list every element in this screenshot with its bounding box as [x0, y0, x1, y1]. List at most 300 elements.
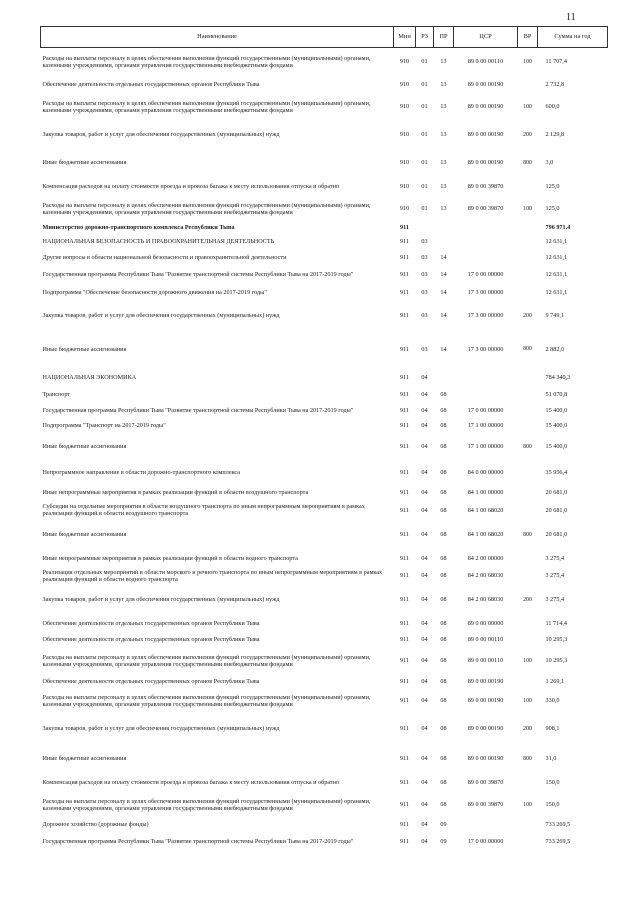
cell-pr: 08 — [440, 391, 447, 399]
table-row — [41, 568, 608, 586]
cell-min: 911 — [399, 619, 410, 627]
cell-min: 911 — [400, 223, 409, 231]
cell-pr: 09 — [440, 838, 447, 846]
cell-name: Закупка товаров, работ и услуг для обеспечения государственных (муниципальных) нужд — [42, 725, 280, 733]
cell-pr: 08 — [440, 422, 447, 430]
cell-rz: 01 — [421, 80, 428, 88]
table-row — [41, 633, 608, 648]
table-row — [41, 485, 608, 502]
cell-vr: 200 — [523, 131, 532, 138]
cell-min: 911 — [399, 345, 410, 353]
table-row — [41, 502, 608, 521]
cell-min: 910 — [399, 80, 410, 88]
table-row — [41, 521, 608, 551]
cell-min: 911 — [399, 838, 410, 846]
cell-name: НАЦИОНАЛЬНАЯ ЭКОНОМИКА — [42, 374, 137, 382]
table-header-row — [41, 27, 608, 48]
cell-sum: 2 732,8 — [545, 80, 565, 88]
table-row — [41, 78, 608, 93]
cell-pr: 13 — [440, 183, 447, 191]
cell-min: 911 — [399, 697, 410, 705]
cell-sum: 125,0 — [545, 183, 560, 191]
cell-pr — [434, 369, 454, 389]
cell-name: Транспорт — [42, 391, 71, 399]
cell-pr: 13 — [440, 103, 447, 111]
cell-sum: 10 295,3 — [545, 635, 568, 643]
table-row — [41, 332, 608, 369]
table-row — [41, 389, 608, 403]
cell-min: 910 — [399, 183, 410, 191]
cell-csr — [454, 819, 518, 833]
cell-csr: 17 1 00 00000 — [467, 422, 504, 430]
cell-csr: 17 0 00 00000 — [467, 270, 504, 278]
cell-csr: 89 0 00 39870 — [467, 779, 504, 787]
cell-sum: 1 269,1 — [545, 677, 565, 685]
cell-vr — [518, 251, 538, 266]
cell-pr: 08 — [440, 554, 447, 562]
cell-vr: 800 — [523, 346, 532, 353]
cell-sum: 2 882,0 — [545, 345, 565, 353]
cell-csr — [454, 251, 518, 266]
header-name: Наименование — [41, 27, 394, 48]
cell-min: 911 — [399, 572, 410, 580]
cell-sum: 20 681,0 — [545, 531, 568, 539]
cell-rz: 04 — [421, 677, 428, 685]
cell-vr: 800 — [523, 755, 532, 762]
cell-name: Расходы на выплаты персоналу в целях обеспечения выполнения функций государственными (муниципальными) органами, казенными учреждениями, органами управления государственными внебюджетными фондами — [42, 693, 371, 708]
cell-csr: 89 0 00 00190 — [467, 103, 504, 111]
cell-rz: 04 — [421, 596, 428, 604]
cell-rz: 01 — [421, 205, 428, 213]
cell-vr: 200 — [523, 312, 532, 319]
cell-csr — [454, 223, 518, 234]
cell-min: 911 — [399, 422, 410, 430]
cell-rz: 04 — [421, 469, 428, 477]
cell-min: 911 — [399, 488, 410, 496]
cell-vr — [518, 421, 538, 433]
cell-rz: 04 — [421, 697, 428, 705]
cell-vr — [518, 78, 538, 93]
cell-name: Субсидии на отдельные мероприятия в области воздушного транспорта по иным непрограммным мероприятиям в рамках реализации функций в области воздушного транспорта — [42, 503, 365, 517]
cell-min: 911 — [399, 407, 410, 415]
cell-rz: 04 — [421, 755, 428, 763]
table-row — [41, 403, 608, 421]
table-row — [41, 149, 608, 179]
cell-pr: 14 — [440, 253, 447, 261]
cell-pr: 08 — [440, 572, 447, 580]
cell-pr: 08 — [440, 657, 447, 665]
table-row — [41, 197, 608, 223]
cell-vr — [518, 676, 538, 689]
cell-rz: 04 — [421, 374, 428, 382]
cell-name: Расходы на выплаты персоналу в целях обеспечения выполнения функций государственными (муниципальными) органами, казенными учреждениями, органами управления государственными внебюджетными фондами — [42, 653, 371, 668]
cell-rz: 01 — [421, 131, 428, 139]
cell-rz: 04 — [421, 422, 428, 430]
cell-csr: 84 0 00 00000 — [467, 469, 504, 477]
table-row — [41, 689, 608, 715]
cell-name: Министерство дорожно-транспортного комплекса Республики Тыва — [42, 223, 235, 231]
cell-pr: 14 — [440, 288, 447, 296]
cell-name: Расходы на выплаты персоналу в целях обеспечения выполнения функций государственными (муниципальными) органами, казенными учреждениями, органами управления государственными внебюджетными фондами — [42, 99, 371, 114]
table-row — [41, 234, 608, 251]
cell-name: Обеспечение деятельности отдельных государственных органов Республики Тыва — [42, 677, 260, 685]
cell-pr: 13 — [440, 58, 447, 66]
cell-min: 911 — [399, 469, 410, 477]
cell-csr: 89 0 00 00190 — [467, 159, 504, 167]
cell-name: Иные бюджетные ассигнования — [42, 345, 127, 353]
cell-name: Подпрограмма "Обеспечение безопасности дорожного движения на 2017-2019 годы" — [42, 288, 267, 296]
cell-pr: 08 — [440, 779, 447, 787]
cell-csr: 89 0 00 00190 — [467, 80, 504, 88]
cell-name: Государственная программа Республики Тыва "Развитие транспортной системы Республики Тыва на 2017-2019 годы" — [42, 838, 354, 846]
cell-sum: 20 681,0 — [545, 506, 568, 514]
table-row — [41, 369, 608, 389]
table-row — [41, 745, 608, 775]
cell-pr: 08 — [440, 635, 447, 643]
cell-sum: 15 400,0 — [545, 407, 568, 415]
cell-min: 911 — [399, 531, 410, 539]
cell-name: Другие вопросы в области национальной безопасности и правоохранительной деятельности — [42, 253, 287, 261]
cell-sum: 15 400,0 — [545, 422, 568, 430]
cell-name: Непрограммное направление в области дорожно-транспортного комплекса — [42, 469, 241, 477]
cell-name: Иные бюджетные ассигнования — [42, 159, 127, 167]
table-row — [41, 93, 608, 123]
cell-vr: 100 — [523, 657, 532, 664]
cell-name: Компенсация расходов на оплату стоимости проезда и провоза багажа к месту использования отпуска и обратно — [42, 183, 340, 191]
cell-vr — [518, 551, 538, 568]
cell-rz: 04 — [421, 407, 428, 415]
cell-name: Обеспечение деятельности отдельных государственных органов Республики Тыва — [42, 80, 260, 88]
cell-sum: 11 714,4 — [545, 619, 567, 627]
cell-name: Иные бюджетные ассигнования — [42, 755, 127, 763]
cell-rz: 04 — [421, 779, 428, 787]
cell-csr: 89 0 00 00190 — [467, 677, 504, 685]
cell-min: 911 — [399, 312, 410, 320]
cell-pr — [434, 223, 454, 234]
cell-pr: 08 — [440, 725, 447, 733]
cell-rz: 04 — [421, 619, 428, 627]
cell-rz: 01 — [421, 183, 428, 191]
cell-sum: 600,0 — [545, 103, 560, 111]
cell-csr: 89 0 00 00000 — [467, 619, 504, 627]
cell-rz: 04 — [421, 391, 428, 399]
table-row — [41, 123, 608, 149]
cell-sum: 733 269,5 — [545, 821, 571, 829]
cell-vr: 100 — [523, 801, 532, 808]
cell-csr — [454, 234, 518, 251]
cell-sum: 10 295,3 — [545, 657, 568, 665]
cell-vr — [518, 485, 538, 502]
table-row — [41, 223, 608, 234]
table-row — [41, 793, 608, 819]
cell-name: Закупка товаров, работ и услуг для обеспечения государственных (муниципальных) нужд — [42, 596, 280, 604]
cell-sum: 12 631,1 — [545, 253, 568, 261]
cell-csr: 89 0 00 00190 — [467, 131, 504, 139]
cell-pr: 13 — [440, 205, 447, 213]
cell-csr: 89 0 00 39870 — [467, 801, 504, 809]
cell-min: 911 — [399, 288, 410, 296]
cell-sum: 12 631,1 — [545, 270, 568, 278]
cell-min: 911 — [399, 779, 410, 787]
cell-vr: 100 — [523, 697, 532, 704]
cell-rz: 03 — [421, 253, 428, 261]
cell-sum: 3 275,4 — [545, 554, 565, 562]
cell-rz: 01 — [421, 103, 428, 111]
cell-rz: 03 — [421, 312, 428, 320]
cell-min: 911 — [399, 677, 410, 685]
cell-name: Подпрограмма "Транспорт на 2017-2019 годы" — [42, 422, 166, 430]
cell-csr: 17 3 00 00000 — [467, 312, 504, 320]
table-row — [41, 251, 608, 266]
cell-csr: 84 2 00 68030 — [467, 596, 504, 604]
header-rz: РЗ — [416, 27, 434, 48]
header-sum: Сумма на год — [538, 27, 608, 48]
cell-sum: 150,0 — [545, 801, 560, 809]
table-row — [41, 775, 608, 793]
cell-pr: 08 — [440, 488, 447, 496]
cell-min: 911 — [399, 554, 410, 562]
cell-sum: 35 956,4 — [545, 469, 568, 477]
cell-csr — [454, 369, 518, 389]
cell-name: Реализация отдельных мероприятий в области морского и речного транспорта по иным непрограммным мероприятиям в рамках реализации функций в области водного транспорта — [42, 568, 383, 583]
cell-min: 910 — [399, 205, 410, 213]
cell-vr — [518, 234, 538, 251]
cell-vr — [518, 266, 538, 285]
cell-name: Расходы на выплаты персоналу в целях обеспечения выполнения функций государственными (муниципальными) органами, казенными учреждениями, органами управления государственными внебюджетными фондами — [42, 54, 371, 69]
cell-pr: 08 — [440, 469, 447, 477]
cell-min: 910 — [399, 58, 410, 66]
table-row — [41, 616, 608, 633]
table-row — [41, 551, 608, 568]
table-row — [41, 648, 608, 676]
cell-csr: 17 3 00 00000 — [467, 288, 504, 296]
cell-vr — [518, 819, 538, 833]
cell-vr — [518, 369, 538, 389]
cell-rz: 04 — [421, 657, 428, 665]
cell-sum: 2 129,8 — [545, 131, 565, 139]
cell-name: Иные непрограммные мероприятия в рамках реализации функций в области водного транспорта — [42, 554, 298, 562]
cell-pr: 08 — [440, 506, 447, 514]
cell-pr: 14 — [440, 312, 447, 320]
cell-min: 911 — [399, 725, 410, 733]
cell-vr: 800 — [523, 159, 532, 166]
cell-vr: 100 — [523, 103, 532, 110]
cell-sum: 15 400,0 — [545, 443, 568, 451]
cell-sum: 51 070,8 — [545, 391, 568, 399]
cell-vr: 100 — [523, 205, 532, 212]
cell-vr: 200 — [523, 596, 532, 603]
cell-name: НАЦИОНАЛЬНАЯ БЕЗОПАСНОСТЬ И ПРАВООХРАНИТЕЛЬНАЯ ДЕЯТЕЛЬНОСТЬ — [42, 237, 275, 245]
cell-min: 911 — [399, 635, 410, 643]
cell-rz: 04 — [421, 821, 428, 829]
table-row — [41, 433, 608, 463]
budget-table — [40, 26, 608, 853]
cell-rz: 03 — [421, 345, 428, 353]
cell-min: 911 — [399, 237, 410, 245]
cell-name: Закупка товаров, работ и услуг для обеспечения государственных (муниципальных) нужд — [42, 131, 280, 139]
cell-min: 911 — [399, 801, 410, 809]
cell-rz: 04 — [421, 531, 428, 539]
table-row — [41, 302, 608, 332]
cell-sum: 908,1 — [545, 725, 560, 733]
cell-rz: 03 — [421, 237, 428, 245]
cell-pr: 14 — [440, 270, 447, 278]
table-row — [41, 179, 608, 197]
cell-min: 911 — [399, 506, 410, 514]
cell-min: 911 — [399, 755, 410, 763]
cell-rz: 04 — [421, 506, 428, 514]
cell-rz: 01 — [421, 58, 428, 66]
table-row — [41, 463, 608, 485]
cell-rz: 03 — [421, 288, 428, 296]
cell-pr: 13 — [440, 159, 447, 167]
cell-pr: 09 — [440, 821, 447, 829]
cell-rz: 04 — [421, 554, 428, 562]
cell-vr: 800 — [523, 443, 532, 450]
cell-sum: 11 707,4 — [545, 58, 567, 66]
cell-pr: 08 — [440, 531, 447, 539]
cell-min: 910 — [399, 131, 410, 139]
cell-name: Иные бюджетные ассигнования — [42, 443, 127, 451]
cell-vr: 200 — [523, 725, 532, 732]
cell-rz: 04 — [421, 838, 428, 846]
header-pr: ПР — [434, 27, 454, 48]
cell-pr: 14 — [440, 345, 447, 353]
cell-sum: 3 275,4 — [545, 596, 565, 604]
cell-rz — [416, 223, 434, 234]
cell-pr: 08 — [440, 619, 447, 627]
cell-name: Государственная программа Республики Тыва "Развитие транспортной системы Республики Тыва на 2017-2019 годы" — [42, 270, 354, 278]
cell-min: 911 — [399, 391, 410, 399]
cell-min: 911 — [399, 374, 410, 382]
cell-rz: 04 — [421, 488, 428, 496]
cell-vr — [518, 389, 538, 403]
cell-csr: 89 0 00 00110 — [467, 635, 504, 643]
cell-pr: 13 — [440, 131, 447, 139]
table-row — [41, 421, 608, 433]
cell-sum: 12 631,1 — [545, 237, 568, 245]
cell-csr: 89 0 00 39870 — [467, 205, 504, 213]
cell-pr — [434, 234, 454, 251]
cell-sum: 330,0 — [545, 697, 560, 705]
cell-pr: 08 — [440, 677, 447, 685]
cell-csr: 84 1 00 68020 — [467, 531, 504, 539]
cell-vr — [518, 223, 538, 234]
cell-csr: 17 1 00 00000 — [467, 443, 504, 451]
cell-csr: 84 1 00 68020 — [467, 506, 504, 514]
header-min: Мин — [394, 27, 416, 48]
cell-name: Расходы на выплаты персоналу в целях обеспечения выполнения функций государственными (муниципальными) органами, казенными учреждениями, органами управления государственными внебюджетными фондами — [42, 797, 371, 812]
cell-vr: 100 — [523, 58, 532, 65]
cell-csr: 89 0 00 00190 — [467, 755, 504, 763]
cell-vr — [518, 179, 538, 197]
cell-vr — [518, 463, 538, 485]
cell-rz: 04 — [421, 635, 428, 643]
cell-min: 911 — [399, 270, 410, 278]
cell-sum: 150,0 — [545, 779, 560, 787]
cell-sum: 9 749,1 — [545, 312, 565, 320]
cell-min: 910 — [399, 159, 410, 167]
header-csr: ЦСР — [454, 27, 518, 48]
table-row — [41, 715, 608, 745]
cell-csr — [454, 389, 518, 403]
cell-sum: 784 340,3 — [545, 374, 571, 382]
cell-csr: 17 0 00 00000 — [467, 838, 504, 846]
cell-pr: 13 — [440, 80, 447, 88]
cell-pr: 08 — [440, 443, 447, 451]
cell-vr — [518, 502, 538, 521]
cell-csr: 84 1 00 00000 — [467, 488, 504, 496]
cell-sum: 31,0 — [545, 755, 557, 763]
header-vr: ВР — [518, 27, 538, 48]
cell-rz: 04 — [421, 801, 428, 809]
cell-name: Обеспечение деятельности отдельных государственных органов Республики Тыва — [42, 619, 260, 627]
cell-sum: 733 269,5 — [545, 838, 571, 846]
cell-pr: 08 — [440, 801, 447, 809]
table-row — [41, 285, 608, 302]
cell-vr — [518, 616, 538, 633]
cell-csr: 89 0 00 00110 — [467, 58, 504, 66]
cell-csr: 17 3 00 00000 — [467, 345, 504, 353]
cell-name: Иные бюджетные ассигнования — [42, 531, 127, 539]
cell-csr: 84 2 00 00000 — [467, 554, 504, 562]
cell-pr: 08 — [440, 596, 447, 604]
table-row — [41, 676, 608, 689]
cell-vr — [518, 568, 538, 586]
cell-rz: 01 — [421, 159, 428, 167]
cell-min: 911 — [399, 596, 410, 604]
cell-min: 911 — [399, 657, 410, 665]
cell-pr: 08 — [440, 407, 447, 415]
cell-csr: 89 0 00 00190 — [467, 697, 504, 705]
cell-name: Иные непрограммные мероприятия в рамках реализации функций в области воздушного транспорта — [42, 488, 309, 496]
cell-sum: 20 681,0 — [545, 488, 568, 496]
cell-vr — [518, 633, 538, 648]
cell-min: 911 — [399, 253, 410, 261]
cell-sum: 796 971,4 — [545, 223, 571, 231]
cell-name: Расходы на выплаты персоналу в целях обеспечения выполнения функций государственными (муниципальными) органами, казенными учреждениями, органами управления государственными внебюджетными фондами — [42, 201, 371, 216]
cell-vr — [518, 285, 538, 302]
table-row — [41, 48, 608, 78]
cell-vr — [518, 775, 538, 793]
cell-sum: 3,0 — [545, 159, 554, 167]
table-row — [41, 266, 608, 285]
cell-rz: 03 — [421, 270, 428, 278]
cell-name: Обеспечение деятельности отдельных государственных органов Республики Тыва — [42, 635, 260, 643]
page-number: 11 — [566, 12, 576, 23]
cell-vr — [518, 403, 538, 421]
cell-name: Государственная программа Республики Тыва "Развитие транспортной системы Республики Тыва на 2017-2019 годы" — [42, 407, 354, 415]
table-row — [41, 819, 608, 833]
table-row — [41, 586, 608, 616]
cell-name: Компенсация расходов на оплату стоимости проезда и провоза багажа к месту использования отпуска и обратно — [42, 779, 340, 787]
cell-name: Закупка товаров, работ и услуг для обеспечения государственных (муниципальных) нужд — [42, 312, 280, 320]
cell-rz: 04 — [421, 725, 428, 733]
cell-csr: 89 0 00 00110 — [467, 657, 504, 665]
cell-min: 911 — [399, 443, 410, 451]
cell-vr: 800 — [523, 531, 532, 538]
cell-rz: 04 — [421, 443, 428, 451]
cell-name: Дорожное хозяйство (дорожные фонды) — [42, 821, 149, 829]
cell-min: 910 — [399, 103, 410, 111]
table-row — [41, 833, 608, 853]
cell-rz: 04 — [421, 572, 428, 580]
cell-csr: 84 2 00 68030 — [467, 572, 504, 580]
cell-csr: 89 0 00 00190 — [467, 725, 504, 733]
cell-pr: 08 — [440, 755, 447, 763]
cell-pr: 08 — [440, 697, 447, 705]
cell-sum: 3 275,4 — [545, 572, 565, 580]
